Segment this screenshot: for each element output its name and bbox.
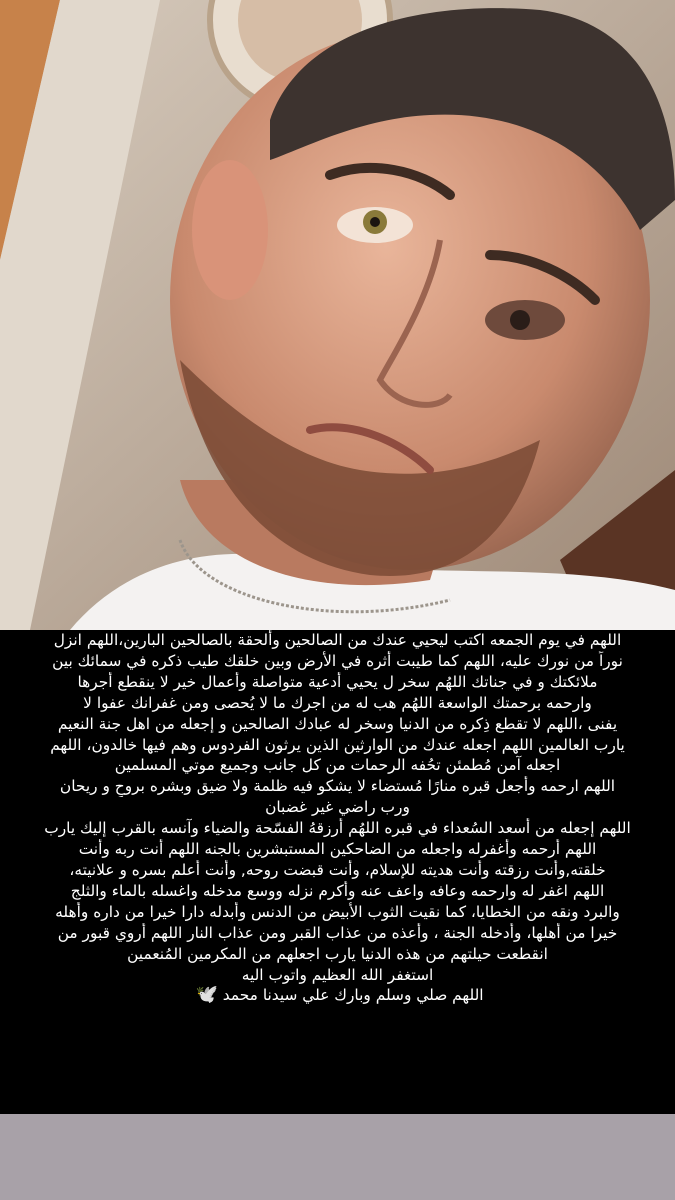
- caption-line: نوراً من نورك عليه، اللهم كما طيبت أثره في الأرض وبين خلقك طيب ذكره في سمائك بين: [52, 651, 623, 670]
- caption-line: اللهم في يوم الجمعه اكتب ليحيي عندك من الصالحين وألحقة بالصالحين البارين،اللهم انزل: [53, 631, 622, 649]
- caption-line: خلقته,وأنت رزقته وأنت هديته للإسلام، وأنت قبضت روحه, وأنت أعلم بسره و علانيته،: [69, 860, 606, 879]
- story-bottom-background: [0, 1114, 675, 1200]
- caption-line: ورب راضي غير غضبان: [265, 798, 410, 817]
- caption-line: اللهم اغفر له وارحمه وعافه واعف عنه وأكرم نزله ووسع مدخله واغسله بالماء والثلج: [70, 881, 605, 900]
- caption-line: اجعله آمن مُطمئن تحُفه الرحمات من كل جانب وجميع موتي المسلمين: [114, 756, 561, 775]
- caption-line: اللهم أرحمه وأغفرله واجعله من الضاحكين المستبشرين بالجنه اللهم أنت ربه وأنت: [78, 840, 597, 859]
- caption-closing-line: [10, 985, 665, 1006]
- story-caption: [0, 630, 675, 1114]
- caption-line: اللهم ارحمه وأجعل قبره منارًا مُستضاء لا يشكو فيه ظلمة ولا ضيق وبشره بروحِ و ريحان: [59, 777, 616, 796]
- caption-line: انقطعت حيلتهم من هذه الدنيا يارب اجعلهم من المكرمين المُنعمين: [127, 944, 548, 963]
- caption-line: خيرا من أهلها، وأدخله الجنة ، وأعذه من عذاب القبر ومن عذاب النار اللهم أروي قبور من: [57, 923, 618, 942]
- caption-line: اللهم إجعله من أسعد السُعداء في قبره اللهُم أرزقهُ الفسّحة والضياء وآنسه بالقرب إليك يارب: [44, 819, 631, 838]
- dove-icon: 🕊️: [195, 985, 218, 1006]
- caption-line: والبرد ونقه من الخطايا، كما نقيت الثوب الأبيض من الدنس وأبدله دارا خيرا من داره وأهله: [55, 902, 620, 921]
- caption-line: استغفر الله العظيم واتوب اليه: [241, 965, 434, 984]
- caption-line: يارب العالمين اللهم اجعله عندك من الوارثين الذين يرثون الفردوس وهم فيها خالدون، اللهم: [50, 735, 625, 754]
- caption-line: وارحمه برحمتك الواسعة اللهُم هب له من اجرك ما لا يُحصى ومن غفرانك عفوا لا: [83, 693, 592, 712]
- caption-line: اللهم صلي وسلم وبارك علي سيدنا محمد: [222, 986, 484, 1005]
- caption-line: يفنى ،اللهم لا تقطع ذِكره من الدنيا وسخر له عبادك الصالحين و إجعله من اهل جنة النعيم: [57, 714, 618, 733]
- caption-line: ملائكتك و في جناتك اللهُم سخر ل يحيي أدعية متواصلة وأعمال خير لا ينقطع أجرها: [77, 672, 598, 691]
